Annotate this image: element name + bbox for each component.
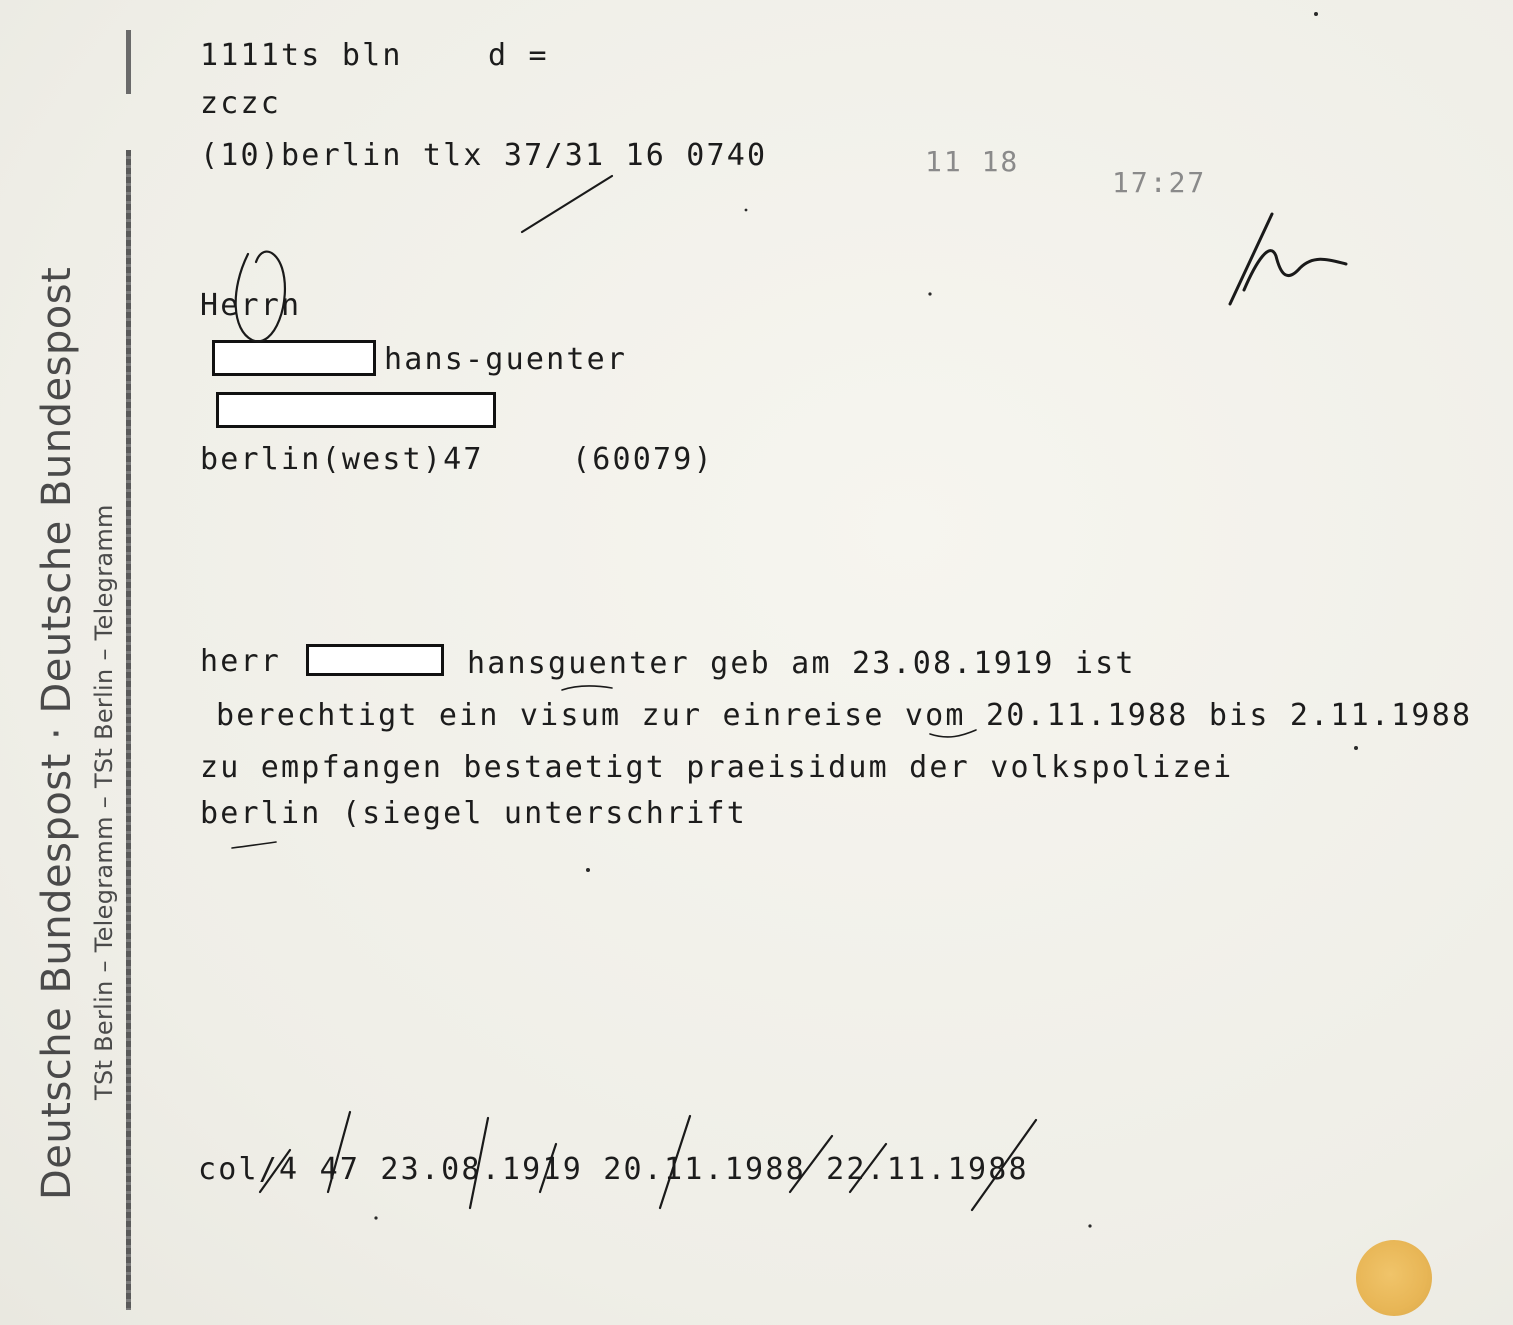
body-line-4: berlin (siegel unterschrift (200, 796, 748, 831)
faint-date-stamp: 11 18 (925, 145, 1020, 178)
body-line-1-end: hansguenter geb am 23.08.1919 ist (467, 646, 1136, 681)
recipient-code: (60079) (572, 442, 714, 477)
sidebar-subtitle-text: TSt Berlin – Telegramm – TSt Berlin – Telegramm (90, 504, 118, 1100)
header-routing: (10)berlin tlx 37/31 16 0740 (200, 138, 768, 173)
collation-line: col/4 47 23.08.1919 20.11.1988 22.11.1988 (198, 1152, 1029, 1187)
recipient-given-name: hans-guenter (384, 342, 628, 377)
header-sender: 1111ts bln (200, 38, 403, 73)
faint-time-stamp: 17:27 (1112, 166, 1207, 199)
body-line-3: zu empfangen bestaetigt praeisidum der volkspolizei (200, 750, 1234, 785)
sidebar-brand-text: Deutsche Bundespost · Deutsche Bundespost (34, 266, 80, 1200)
body-line-2: berechtigt ein visum zur einreise vom 20.11.1988 bis 2.11.1988 (216, 698, 1473, 733)
salutation: Herrn (200, 288, 302, 323)
body-line-1-start: herr (200, 644, 282, 679)
header-zczc: zczc (200, 86, 282, 121)
header-priority: d = (488, 38, 549, 73)
recipient-city: berlin(west)47 (200, 442, 484, 477)
